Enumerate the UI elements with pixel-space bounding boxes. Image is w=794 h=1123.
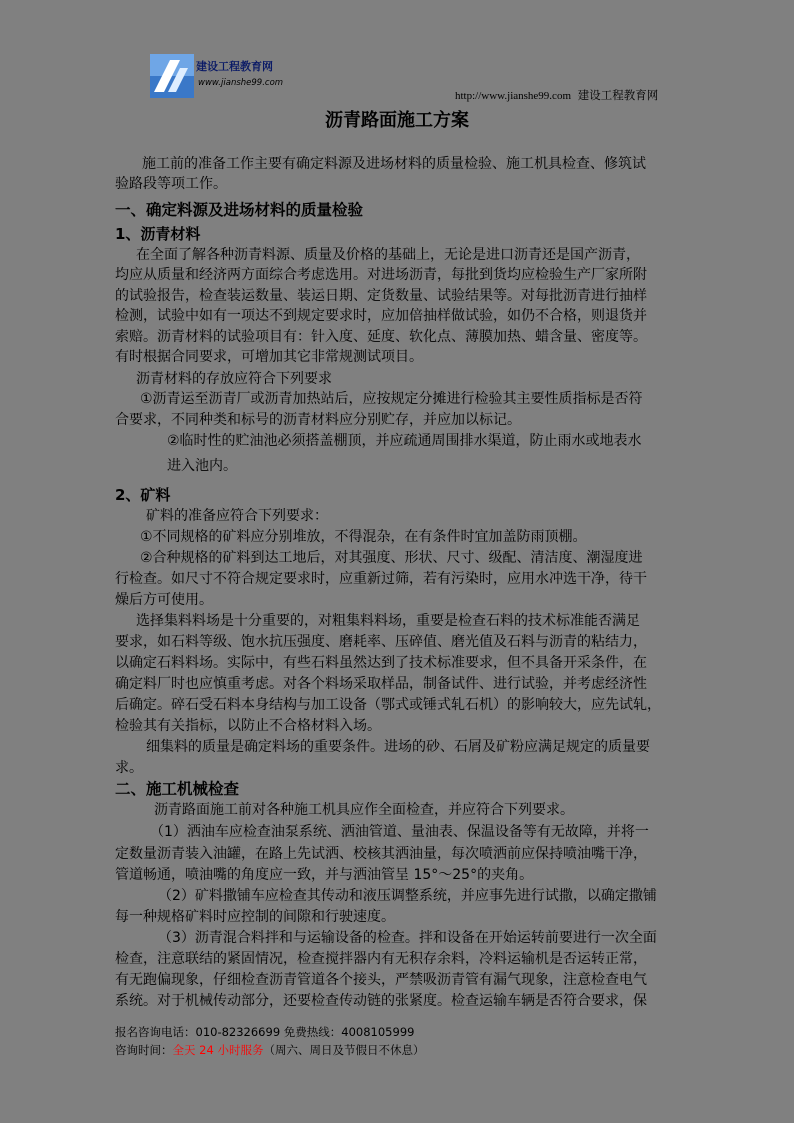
paragraph-line: 后确定。碎石受石料本身结构与加工设备（鄂式或锤式轧石机）的影响较大，应先试轧， bbox=[115, 697, 661, 713]
paragraph-line: 施工前的准备工作主要有确定料源及进场材料的质量检验、施工机具检查、修筑试 bbox=[142, 156, 646, 172]
section-heading: 一、确定料源及进场材料的质量检验 bbox=[115, 201, 364, 219]
paragraph-line: 沥青材料的存放应符合下列要求 bbox=[136, 371, 332, 387]
paragraph-line: 管道畅通，喷油嘴的角度应一致，并与洒油管呈 15°～25°的夹角。 bbox=[115, 867, 534, 883]
paragraph-line: 系统。对于机械传动部分，还要检查传动链的张紧度。检查运输车辆是否符合要求，保 bbox=[115, 993, 647, 1009]
paragraph-line: 沥青路面施工前对各种施工机具应作全面检查，并应符合下列要求。 bbox=[154, 802, 574, 818]
paragraph-line: 燥后方可使用。 bbox=[115, 592, 213, 608]
section-heading: 二、施工机械检查 bbox=[115, 780, 240, 798]
paragraph-line: 有时根据合同要求，可增加其它非常规测试项目。 bbox=[115, 349, 423, 365]
paragraph-line: 的试验报告，检查装运数量、装运日期、定货数量、试验结果等。对每批沥青进行抽样 bbox=[115, 288, 647, 304]
paragraph-line: （2）矿料撒铺车应检查其传动和液压调整系统，并应事先进行试撒，以确定撒铺 bbox=[158, 888, 657, 904]
paragraph-line: ①不同规格的矿料应分别堆放，不得混杂，在有条件时宜加盖防雨顶棚。 bbox=[140, 529, 587, 545]
paragraph-line: 行检查。如尺寸不符合规定要求时，应重新过筛，若有污染时，应用水冲选干净，待干 bbox=[115, 571, 647, 587]
paragraph-line: 检查，注意联结的紧固情况，检查搅拌器内有无积存余料，冷料运输机是否运转正常， bbox=[115, 951, 647, 967]
header-site-name: 建设工程教育网 bbox=[577, 88, 659, 102]
paragraph-line: 每一种规格矿料时应控制的间隙和行驶速度。 bbox=[115, 909, 395, 925]
paragraph-line: 验路段等项工作。 bbox=[115, 176, 227, 192]
header-link[interactable] bbox=[455, 87, 658, 103]
footer-hours-highlight: 全天 24 小时服务 bbox=[172, 1043, 264, 1057]
paragraph-line: 在全面了解各种沥青料源、质量及价格的基础上，无论是进口沥青还是国产沥青， bbox=[136, 247, 640, 263]
paragraph-line: 选择集料料场是十分重要的，对粗集料料场，重要是检查石料的技术标准能否满足 bbox=[136, 613, 640, 629]
subsection-heading: 1、沥青材料 bbox=[115, 225, 201, 243]
paragraph-line: ②合种规格的矿料到达工地后，对其强度、形状、尺寸、级配、清洁度、潮湿度进 bbox=[140, 550, 643, 566]
subsection-heading: 2、矿料 bbox=[115, 486, 171, 504]
paragraph-line: 矿料的准备应符合下列要求： bbox=[146, 508, 328, 524]
paragraph-line: 检测，试验中如有一项达不到规定要求时，应加倍抽样做试验，如仍不合格，则退货并 bbox=[115, 308, 647, 324]
paragraph-line: 求。 bbox=[115, 760, 143, 776]
paragraph-line: 细集料的质量是确定料场的重要条件。进场的砂、石屑及矿粉应满足规定的质量要 bbox=[146, 739, 650, 755]
paragraph-line: 索赔。沥青材料的试验项目有：针入度、延度、软化点、薄膜加热、蜡含量、密度等。 bbox=[115, 329, 647, 345]
paragraph-line: （1）洒油车应检查油泵系统、洒油管道、量油表、保温设备等有无故障，并将一 bbox=[150, 824, 649, 840]
paragraph-line: ②临时性的贮油池必须搭盖棚顶，并应疏通周围排水渠道，防止雨水或地表水 bbox=[167, 433, 642, 449]
footer-hours-label: 咨询时间： bbox=[115, 1043, 173, 1057]
paragraph-line: 均应从质量和经济两方面综合考虑选用。对进场沥青，每批到货均应检验生产厂家所附 bbox=[115, 267, 647, 283]
paragraph-line: 以确定石料料场。实际中，有些石料虽然达到了技术标准要求，但不具备开采条件，在 bbox=[115, 655, 647, 671]
logo-emblem-icon bbox=[150, 54, 194, 98]
footer-contact: 报名咨询电话：010-82326699 免费热线：4008105999 bbox=[115, 1025, 415, 1039]
logo-title: 建设工程教育网 bbox=[196, 60, 273, 73]
paragraph-line: 确定料厂时也应慎重考虑。对各个料场采取样品，制备试件、进行试验，并考虑经济性 bbox=[115, 676, 647, 692]
site-logo[interactable] bbox=[150, 54, 290, 98]
paragraph-line: ①沥青运至沥青厂或沥青加热站后，应按规定分摊进行检验其主要性质指标是否符 bbox=[140, 391, 643, 407]
paragraph-line: 有无跑偏现象，仔细检查沥青管道各个接头，严禁吸沥青管有漏气现象，注意检查电气 bbox=[115, 972, 647, 988]
paragraph-line: 合要求，不同种类和标号的沥青材料应分别贮存，并应加以标记。 bbox=[115, 412, 521, 428]
paragraph-line: （3）沥青混合料拌和与运输设备的检查。拌和设备在开始运转前要进行一次全面 bbox=[158, 930, 657, 946]
header-site-url[interactable]: http://www.jianshe99.com bbox=[455, 90, 571, 102]
document-title: 沥青路面施工方案 bbox=[325, 110, 469, 131]
footer-hours bbox=[115, 1042, 424, 1058]
paragraph-line: 定数量沥青装入油罐，在路上先试洒、校核其洒油量，每次喷洒前应保持喷油嘴干净， bbox=[115, 846, 647, 862]
footer-hours-note: （周六、周日及节假日不休息） bbox=[263, 1043, 425, 1057]
paragraph-line: 检验其有关指标，以防止不合格材料入场。 bbox=[115, 718, 381, 734]
paragraph-line: 进入池内。 bbox=[167, 458, 237, 474]
paragraph-line: 要求，如石料等级、饱水抗压强度、磨耗率、压碎值、磨光值及石料与沥青的粘结力， bbox=[115, 634, 647, 650]
logo-url: www.jianshe99.com bbox=[198, 78, 284, 88]
